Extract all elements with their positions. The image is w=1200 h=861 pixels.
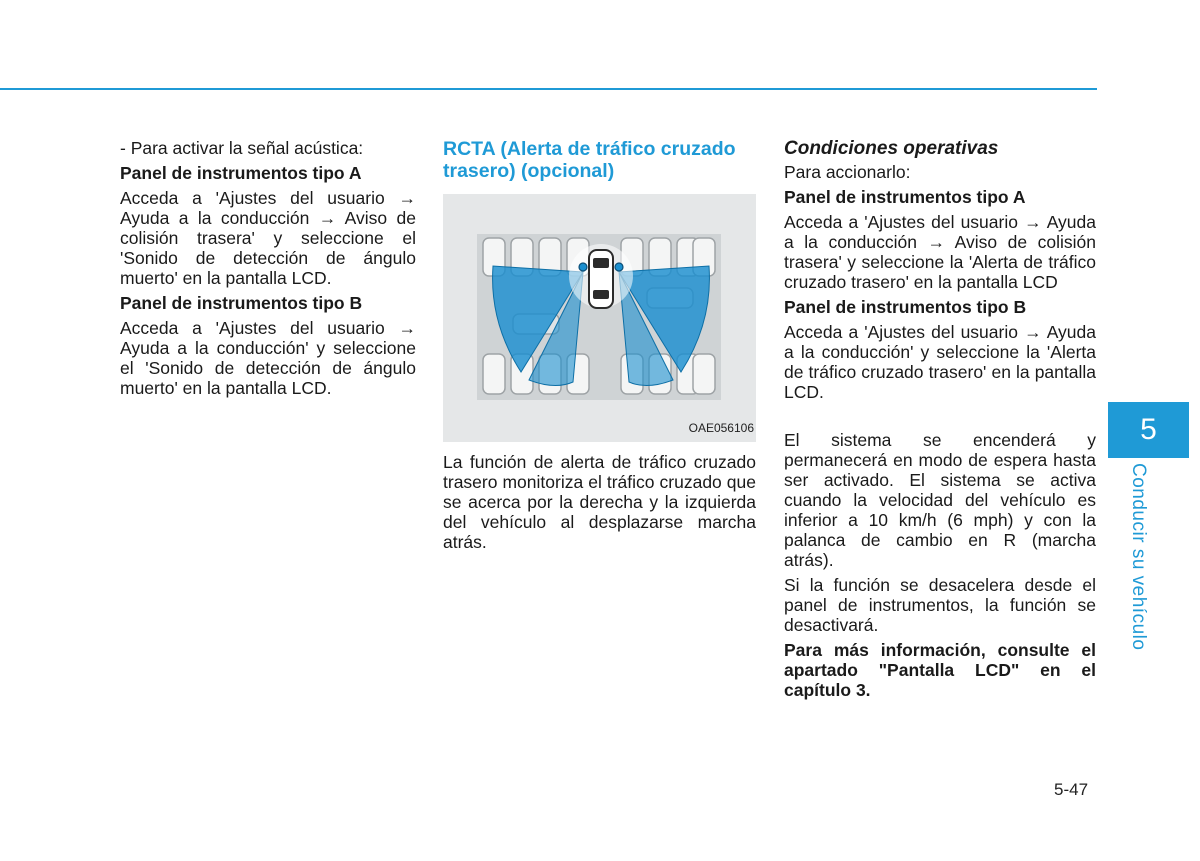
- chapter-number: 5: [1140, 413, 1157, 446]
- figure-code: OAE056106: [688, 421, 754, 435]
- column-left: [120, 138, 416, 403]
- deceleration-text: Si la función se desacelera desde el panel de instrumentos, la función se desactivará.: [784, 575, 1096, 635]
- heading-type-b: Panel de instrumentos tipo B: [784, 297, 1027, 317]
- paragraph-type-b: Acceda a 'Ajustes del usuario → Ayuda a la conducción' y seleccione el 'Sonido de detección de ángulo muerto' en la pantalla LCD.: [120, 318, 416, 398]
- chapter-tab: [1108, 402, 1189, 458]
- paragraph-type-b: Acceda a 'Ajustes del usuario → Ayuda a la conducción' y seleccione la 'Alerta de tráfico cruzado trasero' en la pantalla LCD.: [784, 322, 1096, 402]
- paragraph-type-a: Acceda a 'Ajustes del usuario → Ayuda a la conducción → Aviso de colisión trasera' y seleccione la 'Alerta de tráfico cruzado trasero' en la pantalla LCD: [784, 212, 1096, 292]
- heading-type-a: Panel de instrumentos tipo A: [784, 187, 1026, 207]
- column-middle: [443, 138, 756, 557]
- system-standby-text: El sistema se encenderá y permanecerá en modo de espera hasta ser activado. El sistema se activa cuando la velocidad del vehículo es inferior a 10 km/h (6 mph) y con la palanca de cambio en R (marcha atrás).: [784, 430, 1096, 570]
- page-number: 5-47: [1054, 780, 1089, 799]
- more-info-note: Para más información, consulte el apartado "Pantalla LCD" en el capítulo 3.: [784, 640, 1096, 700]
- activate-intro: Para accionarlo:: [784, 162, 911, 182]
- rcta-illustration: [443, 194, 756, 442]
- conditions-title: Condiciones operativas: [784, 138, 999, 159]
- heading-type-b: Panel de instrumentos tipo B: [120, 293, 363, 313]
- column-right: [784, 138, 1096, 705]
- header-rule: [0, 88, 1097, 90]
- chapter-label: Conducir su vehículo: [1128, 463, 1149, 651]
- heading-type-a: Panel de instrumentos tipo A: [120, 163, 362, 183]
- parking-lot-diagram: [443, 194, 756, 442]
- rcta-description: La función de alerta de tráfico cruzado trasero monitoriza el tráfico cruzado que se acerca por la derecha y la izquierda del vehículo al desplazarse marcha atrás.: [443, 452, 756, 552]
- section-title: RCTA (Alerta de tráfico cruzado trasero) (opcional): [443, 138, 736, 182]
- paragraph-type-a: Acceda a 'Ajustes del usuario → Ayuda a la conducción → Aviso de colisión trasera' y seleccione el 'Sonido de detección de ángulo muerto' en la pantalla LCD.: [120, 188, 416, 288]
- intro-text: - Para activar la señal acústica:: [120, 138, 364, 158]
